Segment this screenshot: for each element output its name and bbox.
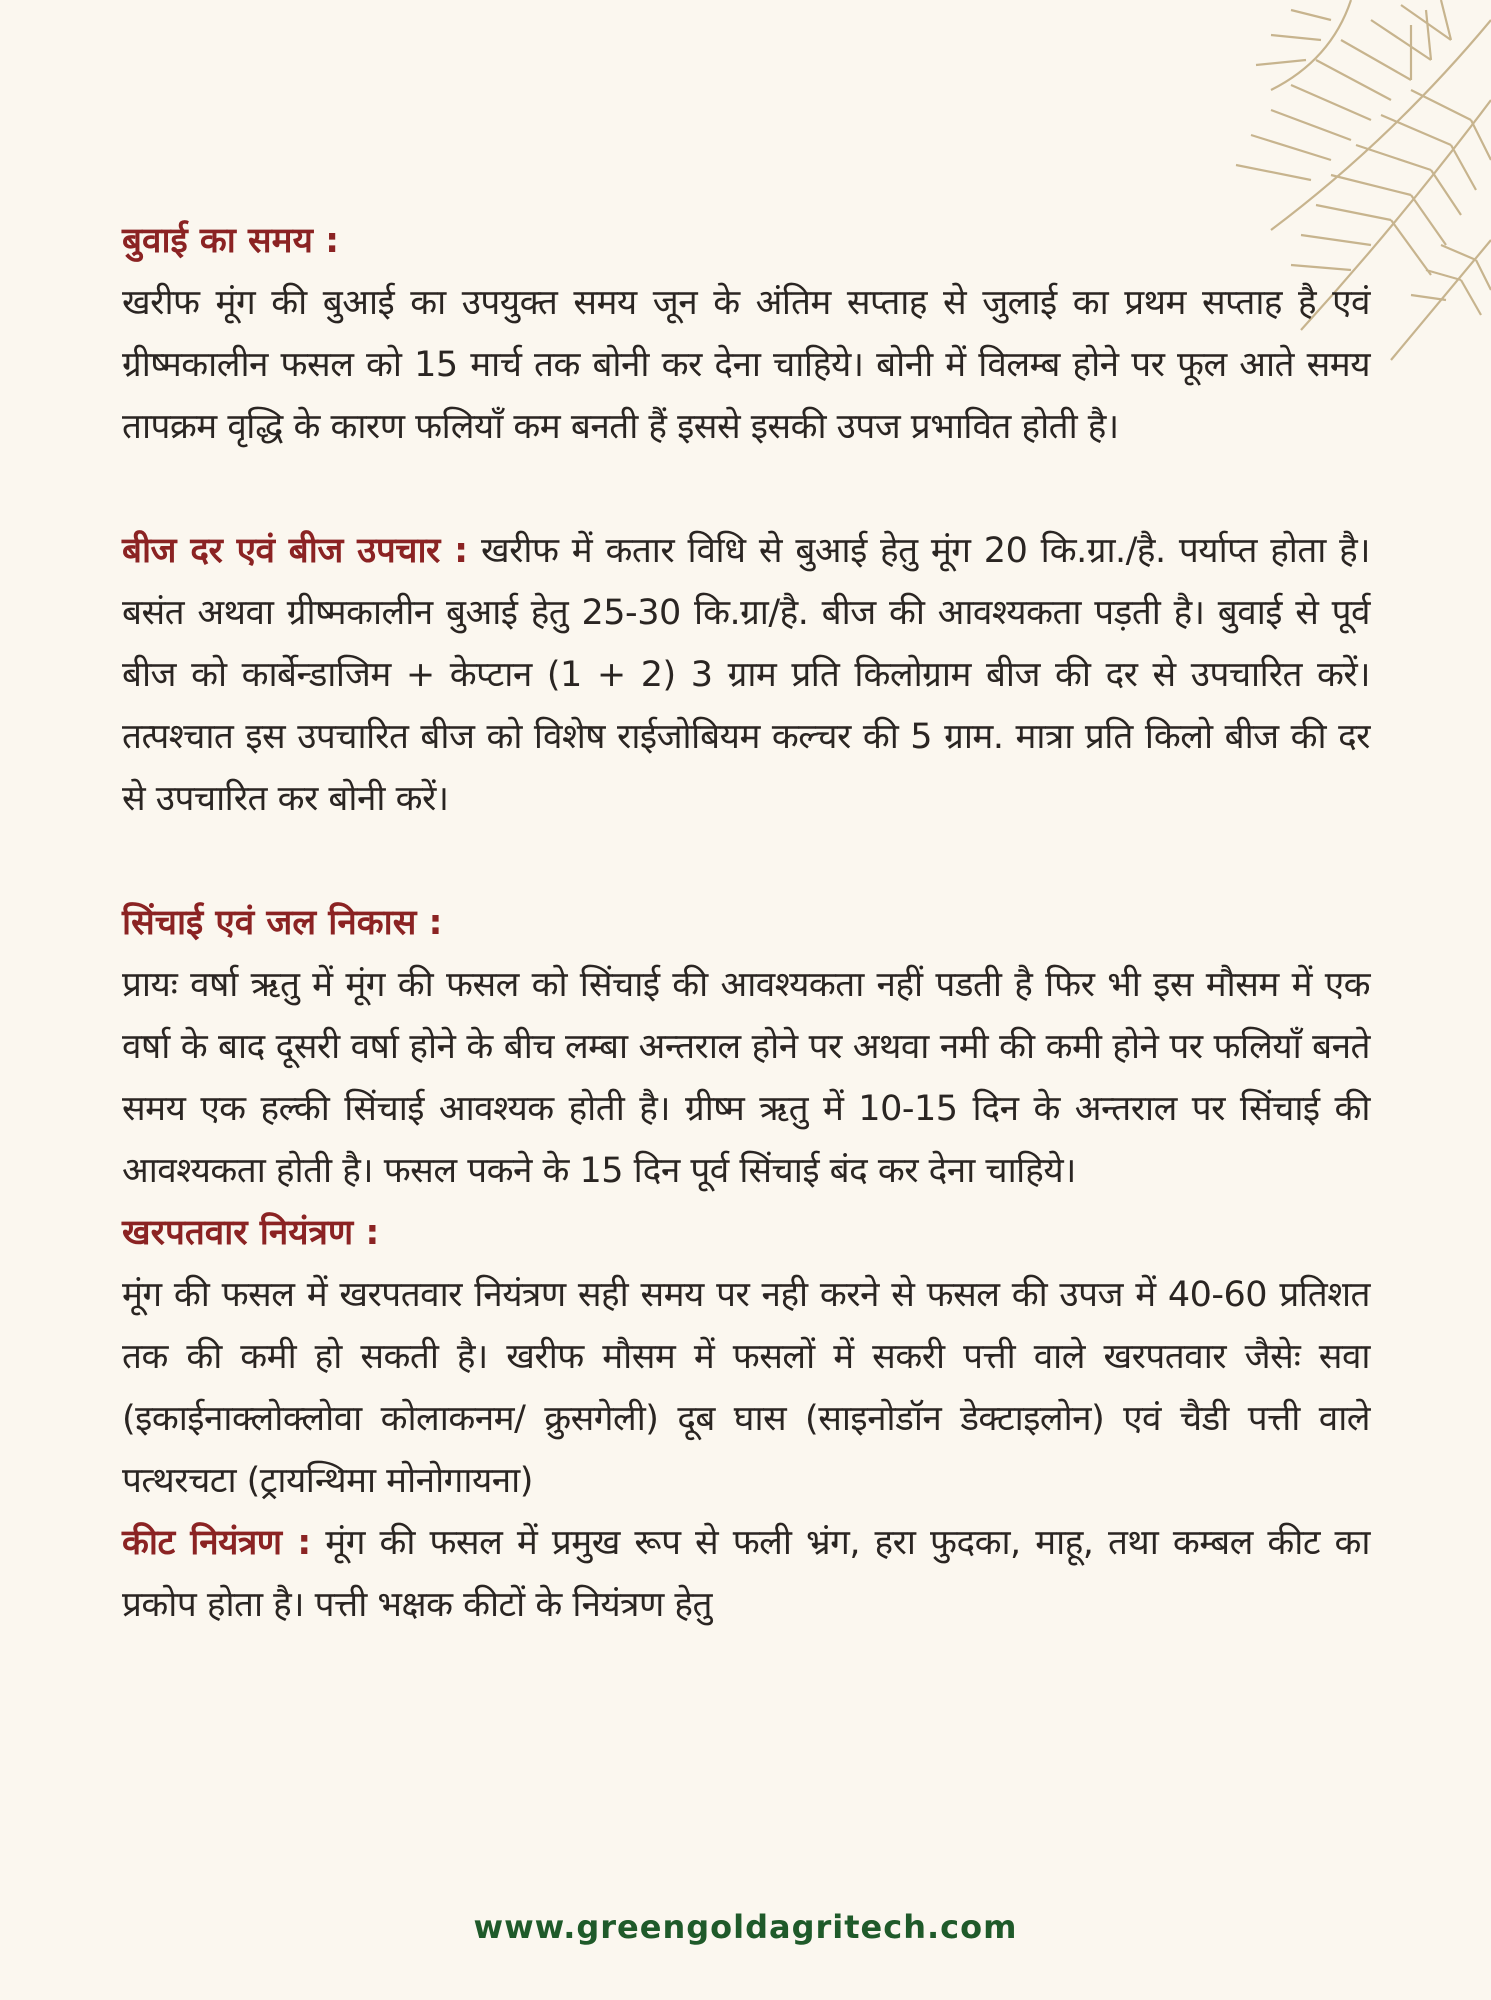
section-heading: बीज दर एवं बीज उपचार : — [122, 531, 468, 571]
section-paragraph — [122, 520, 1370, 830]
section-seed-rate — [122, 520, 1370, 830]
section-sowing-time — [122, 210, 1370, 458]
section-paragraph — [122, 1512, 1370, 1636]
section-heading: सिंचाई एवं जल निकास : — [122, 903, 443, 943]
document-body — [122, 210, 1370, 1636]
section-text: प्रायः वर्षा ऋतु में मूंग की फसल को सिंचाई की आवश्यकता नहीं पडती है फिर भी इस मौसम में एक वर्षा के बाद दूसरी वर्षा होने के बीच लम्बा अन्तराल होने पर अथवा नमी की कमी होने पर फलियाँ बनते समय एक हल्की सिंचाई आवश्यक होती है। ग्रीष्म ऋतु में 10-15 दिन के अन्तराल पर सिंचाई की आवश्यकता होती है। फसल पकने के 15 दिन पूर्व सिंचाई बंद कर देना चाहिये। — [122, 965, 1370, 1191]
section-weed-control — [122, 1202, 1370, 1512]
section-heading: बुवाई का समय : — [122, 221, 340, 261]
section-text: मूंग की फसल में खरपतवार नियंत्रण सही समय पर नही करने से फसल की उपज में 40-60 प्रतिशत तक की कमी हो सकती है। खरीफ मौसम में फसलों में सकरी पत्ती वाले खरपतवार जैसेः सवा (इकाईनाक्लोक्लोवा कोलाकनम/ क्रुसगेली) दूब घास (साइनोडॉन डेक्टाइलोन) एवं चैडी पत्ती वाले पत्थरचटा (ट्रायन्थिमा मोनोगायना) — [122, 1275, 1370, 1501]
section-text: खरीफ मूंग की बुआई का उपयुक्त समय जून के अंतिम सप्ताह से जुलाई का प्रथम सप्ताह है एवं ग्रीष्मकालीन फसल को 15 मार्च तक बोनी कर देना चाहिये। बोनी में विलम्ब होने पर फूल आते समय तापक्रम वृद्धि के कारण फलियाँ कम बनती हैं इससे इसकी उपज प्रभावित होती है। — [122, 283, 1370, 447]
section-heading: कीट नियंत्रण : — [122, 1523, 311, 1563]
section-text: खरीफ में कतार विधि से बुआई हेतु मूंग 20 कि.ग्रा./है. पर्याप्त होता है। बसंत अथवा ग्रीष्मकालीन बुआई हेतु 25-30 कि.ग्रा/है. बीज की आवश्यकता पड़ती है। बुवाई से पूर्व बीज को कार्बेन्डाजिम + केप्टान (1 + 2) 3 ग्राम प्रति किलोग्राम बीज की दर से उपचारित करें। तत्पश्चात इस उपचारित बीज को विशेष राईजोबियम कल्चर की 5 ग्राम. मात्रा प्रति किलो बीज की दर से उपचारित कर बोनी करें। — [122, 531, 1370, 819]
section-text: मूंग की फसल में प्रमुख रूप से फली भ्रंग, हरा फुदका, माहू, तथा कम्बल कीट का प्रकोप होता है। पत्ती भक्षक कीटों के नियंत्रण हेतु — [122, 1523, 1370, 1625]
section-pest-control — [122, 1512, 1370, 1636]
section-irrigation — [122, 892, 1370, 1202]
website-url[interactable]: www.greengoldagritech.com — [473, 1908, 1018, 1946]
section-heading: खरपतवार नियंत्रण : — [122, 1213, 380, 1253]
